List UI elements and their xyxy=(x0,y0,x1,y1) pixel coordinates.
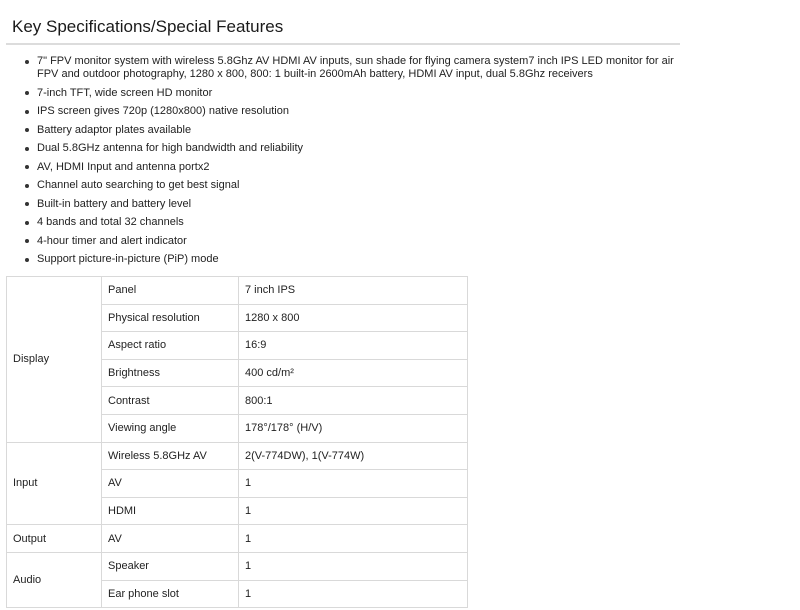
spec-key: Speaker xyxy=(102,552,239,580)
spec-value: 178°/178° (H/V) xyxy=(239,414,468,442)
spec-value: 7 inch IPS xyxy=(239,277,468,305)
spec-value: 800:1 xyxy=(239,387,468,415)
spec-value: 400 cd/m² xyxy=(239,359,468,387)
spec-key: Aspect ratio xyxy=(102,332,239,360)
group-cell-audio: Audio xyxy=(7,552,102,607)
group-cell-output: Output xyxy=(7,525,102,553)
spec-value: 1 xyxy=(239,552,468,580)
spec-key: HDMI xyxy=(102,497,239,525)
feature-item: Battery adaptor plates available xyxy=(24,124,694,137)
feature-item: 4-hour timer and alert indicator xyxy=(24,235,694,248)
spec-key: Contrast xyxy=(102,387,239,415)
table-row xyxy=(7,525,468,553)
spec-value: 1 xyxy=(239,525,468,553)
table-row xyxy=(7,552,468,580)
feature-item: AV, HDMI Input and antenna portx2 xyxy=(24,161,694,174)
feature-item: Support picture-in-picture (PiP) mode xyxy=(24,253,694,266)
group-cell-input: Input xyxy=(7,442,102,525)
title-divider xyxy=(6,43,680,45)
spec-key: Ear phone slot xyxy=(102,580,239,608)
spec-key: AV xyxy=(102,470,239,498)
spec-value: 16:9 xyxy=(239,332,468,360)
feature-item: 7" FPV monitor system with wireless 5.8Ghz AV HDMI AV inputs, sun shade for flying camera system7 inch IPS LED monitor for air FPV and outdoor photography, 1280 x 800, 800: 1 built-in 2600mAh battery, HDMI AV input, dual 5.8Ghz receivers xyxy=(24,55,694,81)
page-title: Key Specifications/Special Features xyxy=(12,17,284,36)
spec-key: Brightness xyxy=(102,359,239,387)
spec-key: AV xyxy=(102,525,239,553)
spec-value: 2(V-774DW), 1(V-774W) xyxy=(239,442,468,470)
spec-table xyxy=(6,276,468,608)
feature-item: Dual 5.8GHz antenna for high bandwidth and reliability xyxy=(24,142,694,155)
spec-key: Panel xyxy=(102,277,239,305)
feature-item: 4 bands and total 32 channels xyxy=(24,216,694,229)
spec-value: 1 xyxy=(239,497,468,525)
feature-item: IPS screen gives 720p (1280x800) native resolution xyxy=(24,105,694,118)
feature-item: Built-in battery and battery level xyxy=(24,198,694,211)
table-row xyxy=(7,442,468,470)
spec-value: 1280 x 800 xyxy=(239,304,468,332)
table-row xyxy=(7,277,468,305)
spec-value: 1 xyxy=(239,580,468,608)
spec-key: Wireless 5.8GHz AV xyxy=(102,442,239,470)
spec-key: Viewing angle xyxy=(102,414,239,442)
group-cell-display: Display xyxy=(7,277,102,443)
feature-list xyxy=(0,55,694,272)
feature-item: Channel auto searching to get best signal xyxy=(24,179,694,192)
spec-value: 1 xyxy=(239,470,468,498)
feature-item: 7-inch TFT, wide screen HD monitor xyxy=(24,87,694,100)
spec-key: Physical resolution xyxy=(102,304,239,332)
